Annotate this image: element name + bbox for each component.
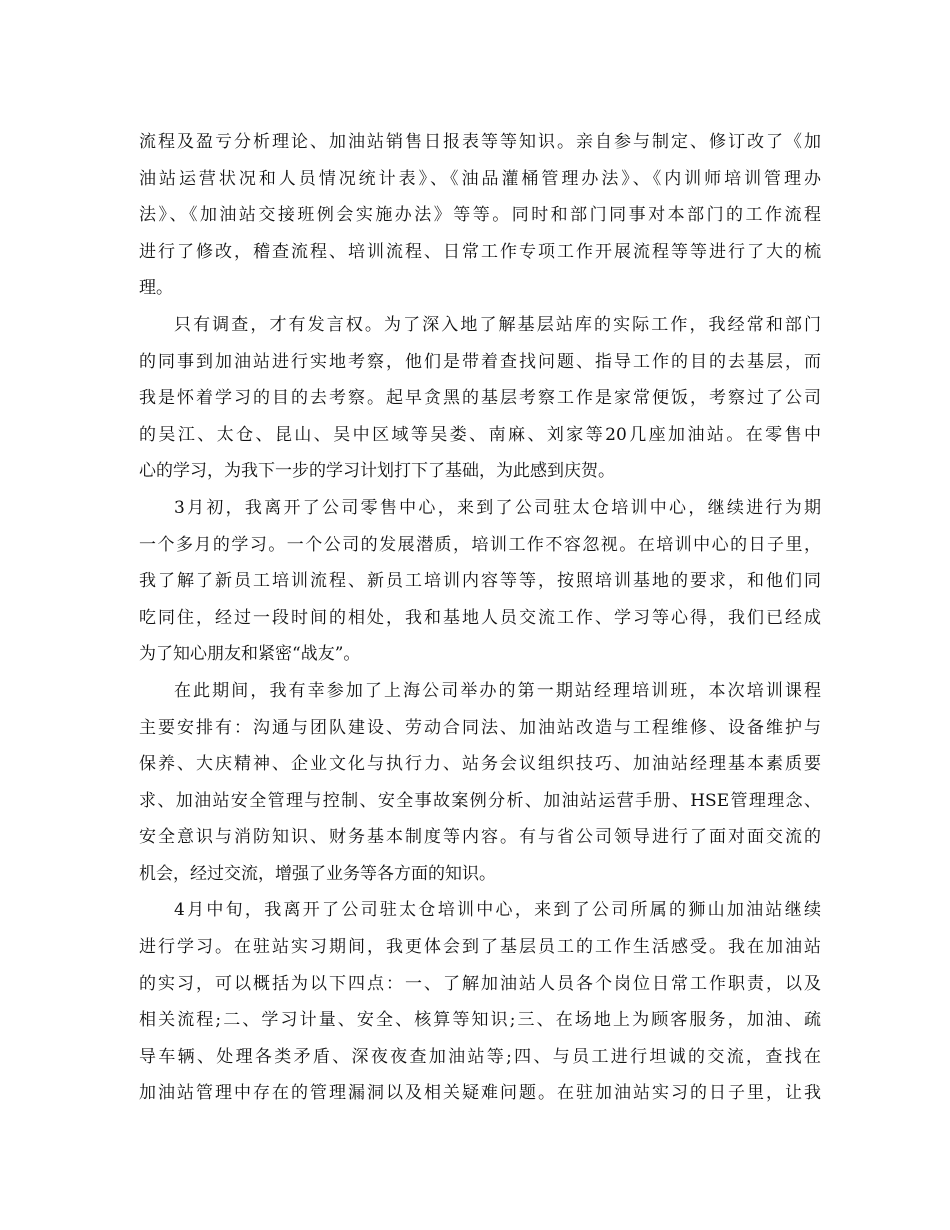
text-line: 只有调查，才有发言权。为了深入地了解基层站库的实际工作，我经常和部门	[174, 314, 821, 335]
text-line: 我了解了新员工培训流程、新员工培训内容等等，按照培训基地的要求，和他们同	[139, 571, 821, 592]
text-line: 一个多月的学习。一个公司的发展潜质，培训工作不容忽视。在培训中心的日子里，	[139, 534, 821, 555]
text-line: 进行了修改，稽查流程、培训流程、日常工作专项工作开展流程等等进行了大的梳	[139, 241, 821, 262]
text-line: 机会，经过交流，增强了业务等各方面的知识。	[139, 863, 496, 884]
text-line: 的吴江、太仓、昆山、吴中区域等吴娄、南麻、刘家等20几座加油站。在零售中	[139, 424, 821, 445]
text-line: 在此期间，我有幸参加了上海公司举办的第一期站经理培训班，本次培训课程	[174, 680, 821, 701]
text-line: 油站运营状况和人员情况统计表》、《油品灌桶管理办法》、《内训师培训管理办	[139, 168, 821, 189]
text-line: 3月初，我离开了公司零售中心，来到了公司驻太仓培训中心，继续进行为期	[174, 497, 821, 518]
text-line: 理。	[139, 278, 173, 299]
text-line: 求、加油站安全管理与控制、安全事故案例分析、加油站运营手册、HSE管理理念、	[139, 790, 821, 811]
text-line: 法》、《加油站交接班例会实施办法》等等。同时和部门同事对本部门的工作流程	[139, 205, 821, 226]
text-line: 加油站管理中存在的管理漏洞以及相关疑难问题。在驻加油站实习的日子里，让我	[139, 1083, 821, 1104]
text-line: 流程及盈亏分析理论、加油站销售日报表等等知识。亲自参与制定、修订改了《加	[139, 132, 821, 152]
text-line: 的实习，可以概括为以下四点：一、了解加油站人员各个岗位日常工作职责，以及	[139, 973, 821, 994]
text-line: 吃同住，经过一段时间的相处，我和基地人员交流工作、学习等心得，我们已经成	[139, 607, 821, 628]
paragraph	[139, 490, 821, 673]
paragraph	[139, 307, 821, 490]
text-line: 相关流程;二、学习计量、安全、核算等知识;三、在场地上为顾客服务，加油、疏	[139, 1010, 821, 1031]
text-line: 保养、大庆精神、企业文化与执行力、站务会议组织技巧、加油站经理基本素质要	[139, 754, 821, 775]
paragraph	[139, 673, 821, 893]
body-text	[139, 124, 821, 1112]
text-line: 我是怀着学习的目的去考察。起早贪黑的基层考察工作是家常便饭，考察过了公司	[139, 388, 821, 409]
text-line: 心的学习，为我下一步的学习计划打下了基础，为此感到庆贺。	[139, 461, 615, 482]
text-line: 主要安排有：沟通与团队建设、劳动合同法、加油站改造与工程维修、设备维护与	[139, 717, 821, 738]
text-line: 安全意识与消防知识、财务基本制度等内容。有与省公司领导进行了面对面交流的	[139, 827, 821, 848]
text-line: 为了知心朋友和紧密“战友”。	[139, 644, 361, 665]
paragraph	[139, 124, 821, 307]
text-line: 的同事到加油站进行实地考察，他们是带着查找问题、指导工作的目的去基层，而	[139, 351, 821, 372]
text-line: 导车辆、处理各类矛盾、深夜夜查加油站等;四、与员工进行坦诚的交流，查找在	[139, 1046, 821, 1067]
text-line: 进行学习。在驻站实习期间，我更体会到了基层员工的工作生活感受。我在加油站	[139, 937, 821, 958]
text-line: 4月中旬，我离开了公司驻太仓培训中心，来到了公司所属的狮山加油站继续	[174, 900, 821, 921]
paragraph	[139, 892, 821, 1112]
